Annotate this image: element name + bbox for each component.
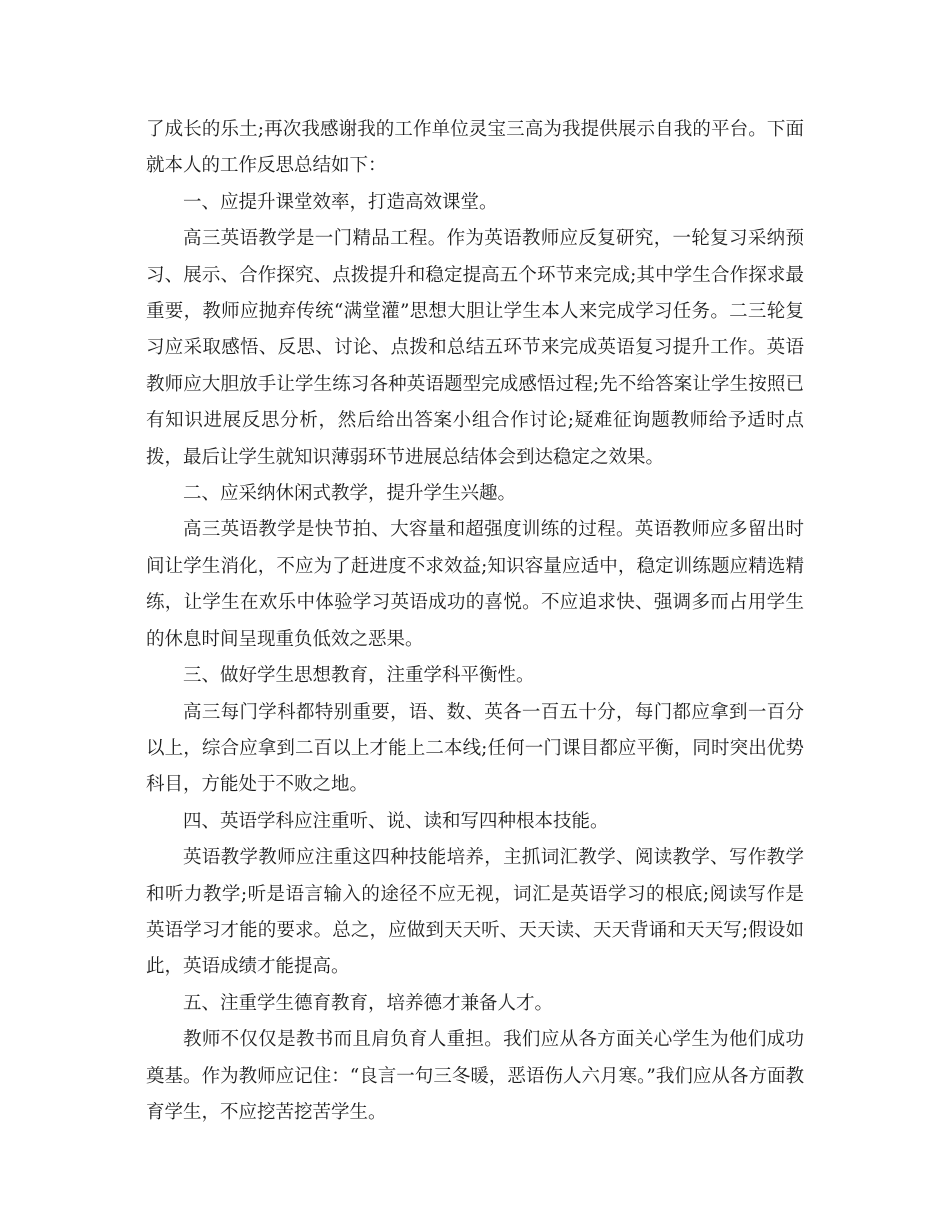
paragraph-point-3: 高三每门学科都特别重要，语、数、英各一百五十分，每门都应拿到一百分以上，综合应拿到二百以上才能上二本线;任何一门课目都应平衡，同时突出优势科目，方能处于不败之地。 [146, 701, 804, 796]
heading-point-5: 五、注重学生德育教育，培养德才兼备人才。 [183, 992, 554, 1014]
document-page [146, 112, 804, 1131]
heading-point-4: 四、英语学科应注重听、说、读和写四种根本技能。 [183, 810, 609, 832]
paragraph-intro-continuation: 了成长的乐土;再次我感谢我的工作单位灵宝三高为我提供展示自我的平台。下面就本人的工作反思总结如下： [146, 119, 804, 177]
paragraph-point-2: 高三英语教学是快节拍、大容量和超强度训练的过程。英语教师应多留出时间让学生消化，不应为了赶进度不求效益;知识容量应适中，稳定训练题应精选精练，让学生在欢乐中体验学习英语成功的喜悦。不应追求快、强调多而占用学生的休息时间呈现重负低效之恶果。 [146, 519, 804, 650]
paragraph-point-4: 英语教学教师应注重这四种技能培养，主抓词汇教学、阅读教学、写作教学和听力教学;听是语言输入的途径不应无视，词汇是英语学习的根底;阅读写作是英语学习才能的要求。总之，应做到天天听、天天读、天天背诵和天天写;假设如此，英语成绩才能提高。 [146, 847, 804, 978]
paragraph-point-5: 教师不仅仅是教书而且肩负育人重担。我们应从各方面关心学生为他们成功奠基。作为教师应记住：“良言一句三冬暖，恶语伤人六月寒。”我们应从各方面教育学生，不应挖苦挖苦学生。 [146, 1029, 804, 1123]
heading-point-2: 二、应采纳休闲式教学，提升学生兴趣。 [183, 483, 517, 505]
heading-point-1: 一、应提升课堂效率，打造高效课堂。 [183, 191, 498, 213]
paragraph-point-1: 高三英语教学是一门精品工程。作为英语教师应反复研究，一轮复习采纳预习、展示、合作探究、点拨提升和稳定提高五个环节来完成;其中学生合作探求最重要，教师应抛弃传统“满堂灌”思想大胆让学生本人来完成学习任务。二三轮复习应采取感悟、反思、讨论、点拨和总结五环节来完成英语复习提升工作。英语教师应大胆放手让学生练习各种英语题型完成感悟过程;先不给答案让学生按照已有知识进展反思分析，然后给出答案小组合作讨论;疑难征询题教师给予适时点拨，最后让学生就知识薄弱环节进展总结体会到达稳定之效果。 [146, 228, 804, 468]
heading-point-3: 三、做好学生思想教育，注重学科平衡性。 [183, 665, 535, 687]
